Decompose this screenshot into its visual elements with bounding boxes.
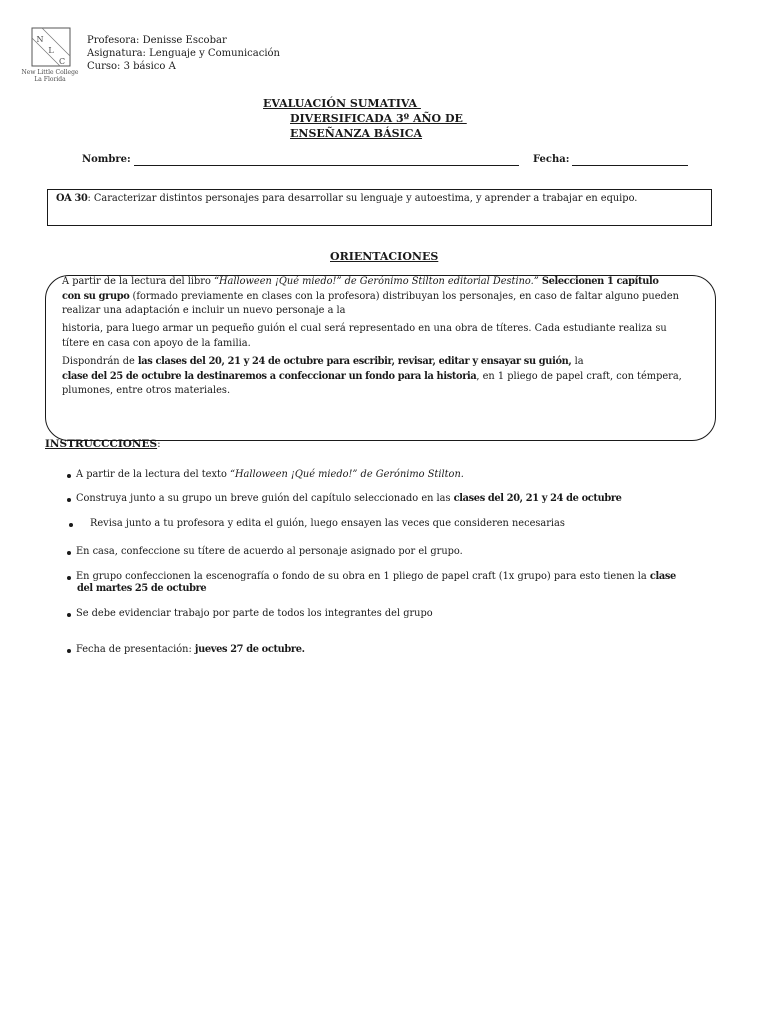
instruction-item — [76, 546, 463, 558]
instruction-item — [76, 571, 676, 583]
instruction-item — [76, 608, 433, 620]
title-line-3: ENSEÑANZA BÁSICA — [290, 127, 423, 140]
instruction-item-continuation — [77, 583, 206, 595]
subject-line: Asignatura: Lenguaje y Comunicación — [87, 48, 280, 59]
orientations-line — [62, 356, 584, 368]
orientations-line — [62, 385, 230, 397]
school-logo — [20, 26, 80, 84]
book-title-text: “Halloween ¡Qué miedo!” de Gerónimo Stilton. — [229, 469, 464, 480]
instruction-text: A partir de la lectura del texto — [76, 469, 230, 480]
instruction-text: En grupo confeccionen la escenografía o fondo de su obra en 1 pliego de papel craft (1x grupo) para esto tienen la — [76, 571, 650, 582]
instruction-item — [76, 493, 622, 505]
orientations-text: realizar una adaptación e incluir un nuevo personaje a la — [62, 305, 346, 316]
orientations-bold-text: con su grupo — [62, 291, 130, 302]
bullet-icon — [67, 613, 71, 617]
orientations-bold-text: las clases del 20, 21 y 24 de octubre para escribir, revisar, editar y ensayar su guión, — [137, 356, 572, 367]
instruction-text: Se debe evidenciar trabajo por parte de todos los integrantes del grupo — [76, 608, 433, 619]
bullet-icon — [67, 576, 71, 580]
school-logo-graphic — [20, 26, 80, 84]
instruction-item — [76, 644, 305, 656]
orientations-text: Dispondrán de — [62, 356, 138, 367]
instruction-bold-text: clase — [649, 571, 676, 582]
date-label: Fecha: — [533, 154, 570, 165]
instruction-bold-text: del martes 25 de octubre — [77, 583, 207, 594]
objective-code: OA 30 — [56, 193, 88, 204]
orientations-line — [62, 371, 682, 383]
instruction-text: Revisa junto a tu profesora y edita el guión, luego ensayen las veces que consideren necesarias — [90, 518, 565, 529]
orientations-text: , en 1 pliego de papel craft, con témpera, — [476, 371, 682, 382]
orientations-text: A partir de la lectura del libro — [62, 276, 214, 287]
bullet-icon — [67, 474, 71, 478]
instructions-heading-row — [45, 437, 161, 451]
orientations-line — [62, 338, 251, 350]
name-blank-line — [134, 165, 519, 166]
course-line: Curso: 3 básico A — [87, 61, 176, 72]
bullet-icon — [67, 551, 71, 555]
orientations-text: (formado previamente en clases con la profesora) distribuyan los personajes, en caso de faltar alguno pueden — [129, 291, 679, 302]
logo-letter-n: N — [36, 35, 44, 44]
logo-letter-l: L — [48, 46, 54, 55]
orientations-bold-text: Seleccionen 1 capítulo — [541, 276, 659, 287]
orientations-text: la — [571, 356, 584, 367]
orientations-line — [62, 323, 667, 335]
title-line-1: EVALUACIÓN SUMATIVA — [263, 97, 421, 110]
bullet-icon — [69, 523, 73, 527]
bullet-icon — [67, 498, 71, 502]
instruction-item — [90, 518, 565, 530]
instruction-item — [76, 469, 464, 481]
objective-text: : Caracterizar distintos personajes para desarrollar su lenguaje y autoestima, y aprender a trabajar en equipo. — [87, 193, 638, 204]
title-line-2: DIVERSIFICADA 3º AÑO DE — [290, 112, 467, 125]
orientations-text: títere en casa con apoyo de la familia. — [62, 338, 251, 349]
orientations-line — [62, 276, 659, 288]
presentation-date: jueves 27 de octubre. — [194, 644, 305, 655]
instruction-bold-text: clases del 20, 21 y 24 de octubre — [453, 493, 622, 504]
instruction-text: Construya junto a su grupo un breve guión del capítulo seleccionado en las — [76, 493, 454, 504]
orientations-heading: ORIENTACIONES — [330, 250, 439, 263]
orientations-bold-text: clase del 25 de octubre la destinaremos a confeccionar un fondo para la historia — [62, 371, 477, 382]
logo-school-name: New Little College — [21, 69, 79, 76]
objective-box — [47, 189, 712, 226]
instructions-heading-colon: : — [157, 438, 161, 450]
logo-school-place: La Florida — [34, 76, 66, 83]
orientations-text: plumones, entre otros materiales. — [62, 385, 231, 396]
objective-line — [56, 193, 637, 205]
teacher-line: Profesora: Denisse Escobar — [87, 35, 227, 46]
name-label: Nombre: — [82, 154, 131, 165]
instruction-text: Fecha de presentación: — [76, 644, 195, 655]
book-title-text: “Halloween ¡Qué miedo!” de Gerónimo Stilton editorial Destino.” — [213, 276, 542, 287]
orientations-line — [62, 305, 346, 317]
date-blank-line — [572, 165, 688, 166]
bullet-icon — [67, 649, 71, 653]
orientations-line — [62, 291, 679, 303]
logo-letter-c: C — [58, 57, 66, 66]
instruction-text: En casa, confeccione su títere de acuerdo al personaje asignado por el grupo. — [76, 546, 463, 557]
instructions-heading: INSTRUCCCIONES — [45, 438, 158, 450]
orientations-text: historia, para luego armar un pequeño guión el cual será representado en una obra de títeres. Cada estudiante realiza su — [62, 323, 667, 334]
